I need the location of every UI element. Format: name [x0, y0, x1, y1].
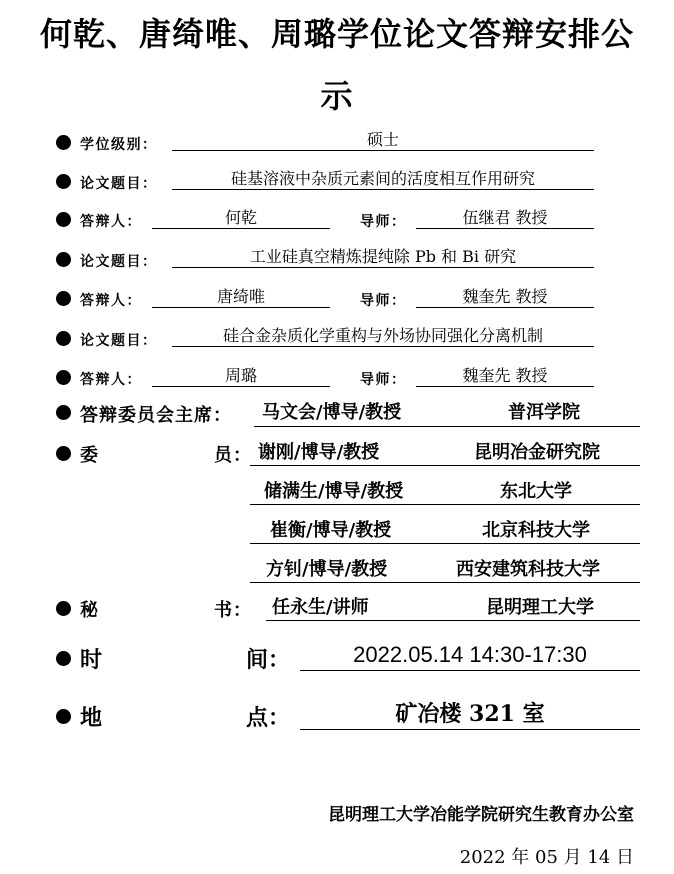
page-title-continued: 示 — [320, 77, 354, 115]
members-label-a: 委 — [80, 445, 99, 466]
bullet-icon — [56, 446, 71, 461]
thesis-topic-value: 硅基溶液中杂质元素间的活度相互作用研究 — [172, 169, 594, 190]
committee-member-org: 西安建筑科技大学 — [456, 559, 600, 580]
committee-member-org: 东北大学 — [500, 481, 572, 502]
bullet-icon — [56, 331, 71, 346]
underline — [254, 426, 640, 427]
underline — [250, 582, 640, 583]
defender-value: 唐绮唯 — [152, 287, 330, 308]
committee-member-name: 储满生/博导/教授 — [264, 481, 404, 502]
bullet-icon — [56, 709, 71, 724]
committee-member-org: 昆明冶金研究院 — [474, 442, 600, 463]
committee-member-name: 谢刚/博导/教授 — [258, 442, 380, 463]
degree-label: 学位级别： — [80, 137, 158, 153]
defender-label: 答辩人： — [80, 372, 142, 388]
bullet-icon — [56, 291, 71, 306]
place-label-a: 地 — [80, 705, 103, 731]
underline — [250, 504, 640, 505]
thesis-topic-label: 论文题目： — [80, 254, 158, 270]
bullet-icon — [56, 174, 71, 189]
members-label-b: 员： — [214, 445, 252, 466]
secretary-label-a: 秘 — [80, 600, 99, 621]
advisor-label: 导师： — [360, 372, 407, 388]
bullet-icon — [56, 135, 71, 150]
defender-label: 答辩人： — [80, 293, 142, 309]
time-label-a: 时 — [80, 647, 103, 673]
page-title: 何乾、唐绮唯、周璐学位论文答辩安排公 — [39, 15, 634, 53]
defender-value: 周璐 — [152, 366, 330, 387]
thesis-topic-value: 工业硅真空精炼提纯除 Pb 和 Bi 研究 — [172, 247, 594, 268]
defender-value: 何乾 — [152, 208, 330, 229]
secretary-name: 任永生/讲师 — [272, 597, 369, 618]
bullet-icon — [56, 651, 71, 666]
issue-date: 2022 年 05 月 14 日 — [459, 847, 634, 868]
time-label-b: 间： — [246, 647, 291, 673]
underline — [250, 543, 640, 544]
issuing-office: 昆明理工大学冶能学院研究生教育办公室 — [328, 805, 634, 825]
advisor-label: 导师： — [360, 214, 407, 230]
bullet-icon — [56, 405, 71, 420]
committee-chair-label: 答辩委员会主席： — [80, 405, 232, 426]
secretary-label-b: 书： — [214, 600, 252, 621]
bullet-icon — [56, 212, 71, 227]
secretary-org: 昆明理工大学 — [486, 597, 594, 618]
bullet-icon — [56, 601, 71, 616]
time-value: 2022.05.14 14:30-17:30 — [300, 640, 640, 671]
thesis-topic-label: 论文题目： — [80, 176, 158, 192]
advisor-value: 魏奎先 教授 — [416, 366, 594, 387]
place-value: 矿冶楼 321 室 — [300, 699, 640, 730]
committee-chair-org: 普洱学院 — [508, 402, 580, 423]
underline — [250, 465, 640, 466]
bullet-icon — [56, 252, 71, 267]
thesis-topic-value: 硅合金杂质化学重构与外场协同强化分离机制 — [172, 326, 594, 347]
thesis-topic-label: 论文题目： — [80, 333, 158, 349]
committee-member-org: 北京科技大学 — [482, 520, 590, 541]
degree-value: 硕士 — [172, 130, 594, 151]
committee-member-name: 崔衡/博导/教授 — [270, 520, 392, 541]
place-label-b: 点： — [246, 705, 291, 731]
advisor-label: 导师： — [360, 293, 407, 309]
committee-chair-name: 马文会/博导/教授 — [262, 402, 402, 423]
underline — [266, 620, 640, 621]
committee-member-name: 方钊/博导/教授 — [266, 559, 388, 580]
advisor-value: 魏奎先 教授 — [416, 287, 594, 308]
advisor-value: 伍继君 教授 — [416, 208, 594, 229]
bullet-icon — [56, 370, 71, 385]
defender-label: 答辩人： — [80, 214, 142, 230]
